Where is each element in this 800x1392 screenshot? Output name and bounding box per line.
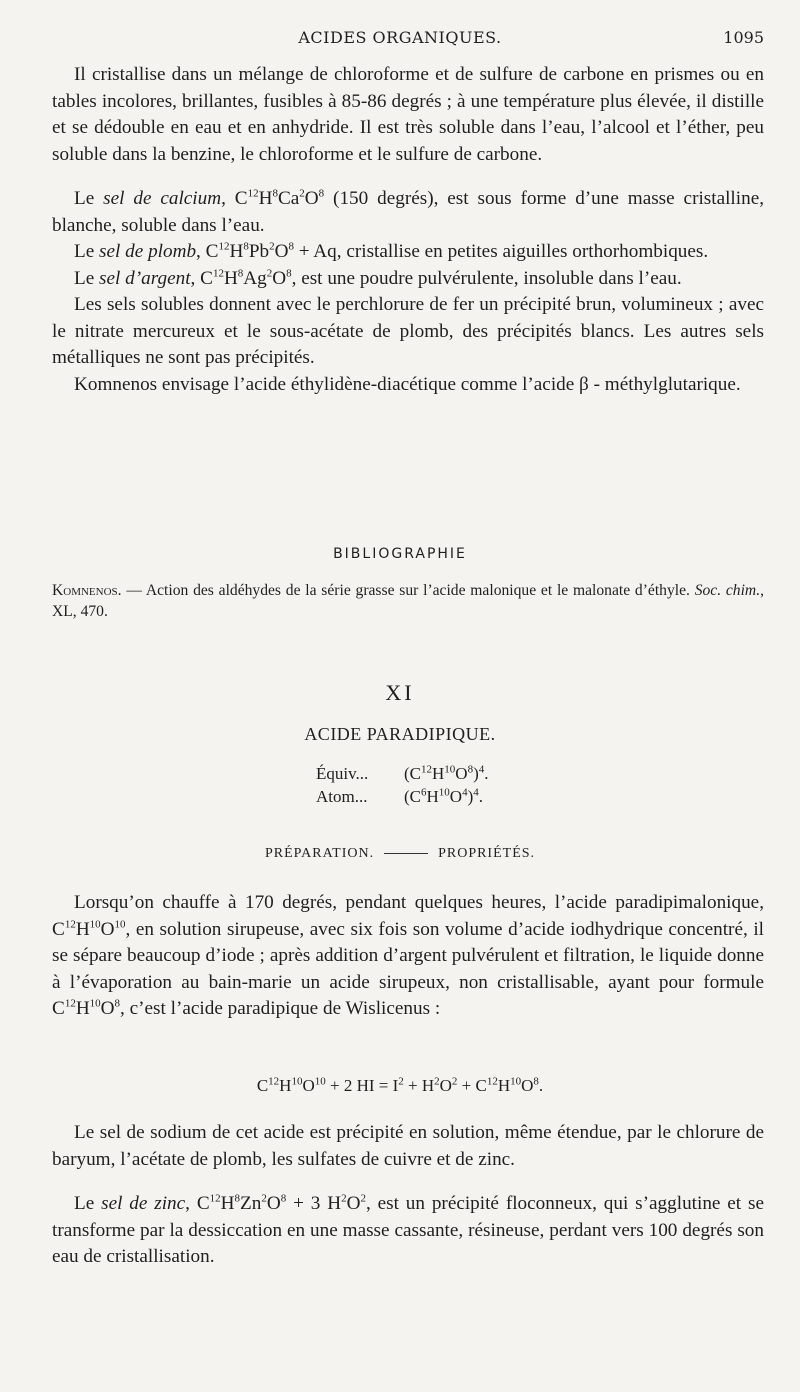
paragraph-zinc-salt: Le sel de zinc, $C^{12}H^8Zn^2O^8 + 3$ $H^2O^2$, est un précipité floconneux, qui s’agglutine et se transforme par la dessiccation en une masse cassante, résineuse, perdant vers 100 degrés son eau de cristallisation. xyxy=(52,1192,764,1267)
section-number: XI xyxy=(385,680,415,705)
bibliography-heading: BIBLIOGRAPHIE xyxy=(333,546,467,562)
body-text-sodium-zinc xyxy=(52,1120,764,1271)
formula: $C^{12}H^8Zn^2O^8 + 3$ $H^2O^2$ xyxy=(196,1192,366,1214)
section-title: ACIDE PARADIPIQUE. xyxy=(304,724,496,744)
bibliography-author: Komnenos. xyxy=(52,582,122,599)
formula: $C^{12}H^8Ag^2O^8$ xyxy=(200,267,292,289)
paragraph-preparation: Lorsqu’on chauffe à 170 degrés, pendant quelques heures, l’acide paradipimalonique, $C^{12}H^{10}O^{10}$, en solution sirupeuse, avec six fois son volume d’acide iodhydrique concentré, il se sépare beaucoup d’iode ; après addition d’argent pulvérulent et filtration, le liquide donne à l’évaporation au bain-marie un acide sirupeux, non cristallisable, ayant pour formule $C^{12}H^{10}O^8$, c’est l’acide paradipique de Wislicenus : xyxy=(52,892,764,1019)
salt-name: sel de calcium xyxy=(103,188,222,209)
equivalent-formula: Équiv... $(C^{12}H^{10}O^8)^4$. xyxy=(316,763,489,783)
paragraph-soluble-salts: Les sels solubles donnent avec le perchlorure de fer un précipité brun, volumineux ; avec le nitrate mercureux et le sous-acétate de plomb, des précipités blancs. Les autres sels métalliques ne sont pas précipités. xyxy=(52,294,764,368)
paragraph-crystallisation: Il cristallise dans un mélange de chloroforme et de sulfure de carbone en prismes ou en tables incolores, brillantes, fusibles à 85-86 degrés ; à une température plus élevée, il distille et se dédouble en eau et en anhydride. Il est très soluble dans l’eau, l’alcool et l’éther, peu soluble dans la benzine, le chloroforme et le sulfure de carbone. xyxy=(52,64,764,165)
bibliography-journal: Soc. chim. xyxy=(694,582,761,599)
subheading-preparation-properties: PRÉPARATION. PROPRIÉTÉS. xyxy=(264,846,536,861)
salt-name: sel d’argent xyxy=(99,267,191,289)
chemical-equation: $C^{12}H^{10}O^{10} + 2$ HI = $I^2 + H^2O^2 + C^{12}H^{10}O^8$. xyxy=(256,1075,544,1095)
running-title: ACIDES ORGANIQUES. xyxy=(298,28,502,47)
body-text-preparation xyxy=(52,890,764,1023)
atomic-formula: Atom... $(C^6H^{10}O^4)^4$. xyxy=(316,786,483,806)
bibliography-entry: Komnenos. — Action des aldéhydes de la série grasse sur l’acide malonique et le malonate d’éthyle. Soc. chim., XL, 470. xyxy=(52,582,764,620)
dash-divider xyxy=(384,853,428,854)
paragraph-sodium-salt: Le sel de sodium de cet acide est précipité en solution, même étendue, par le chlorure de baryum, l’acétate de plomb, les sulfates de cuivre et de zinc. xyxy=(52,1122,764,1170)
page-number: 1095 xyxy=(723,28,764,47)
running-header xyxy=(0,28,800,52)
formula: $C^{12}H^8Pb^2O^8 + Aq$ xyxy=(205,240,337,262)
paragraph-lead-salt: Le sel de plomb, $C^{12}H^8Pb^2O^8 + Aq$, cristallise en petites aiguilles orthorhombiques. xyxy=(74,240,709,262)
paragraph-calcium-salt: Le sel de calcium, $C^{12}H^8Ca^2O^8$ (150 degrés), est sous forme d’une masse cristalline, blanche, soluble dans l’eau. xyxy=(52,187,765,236)
paragraph-komnenos: Komnenos envisage l’acide éthylidène-diacétique comme l’acide β - méthylglutarique. xyxy=(74,373,741,395)
paragraph-silver-salt: Le sel d’argent, $C^{12}H^8Ag^2O^8$, est une poudre pulvérulente, insoluble dans l’eau. xyxy=(74,267,682,289)
salt-name: sel de plomb xyxy=(99,241,197,262)
salt-name: sel de zinc xyxy=(101,1193,186,1214)
formula-block xyxy=(316,762,488,808)
formula: $C^{12}H^8Ca^2O^8$ xyxy=(234,187,325,209)
body-text-top xyxy=(52,62,764,398)
